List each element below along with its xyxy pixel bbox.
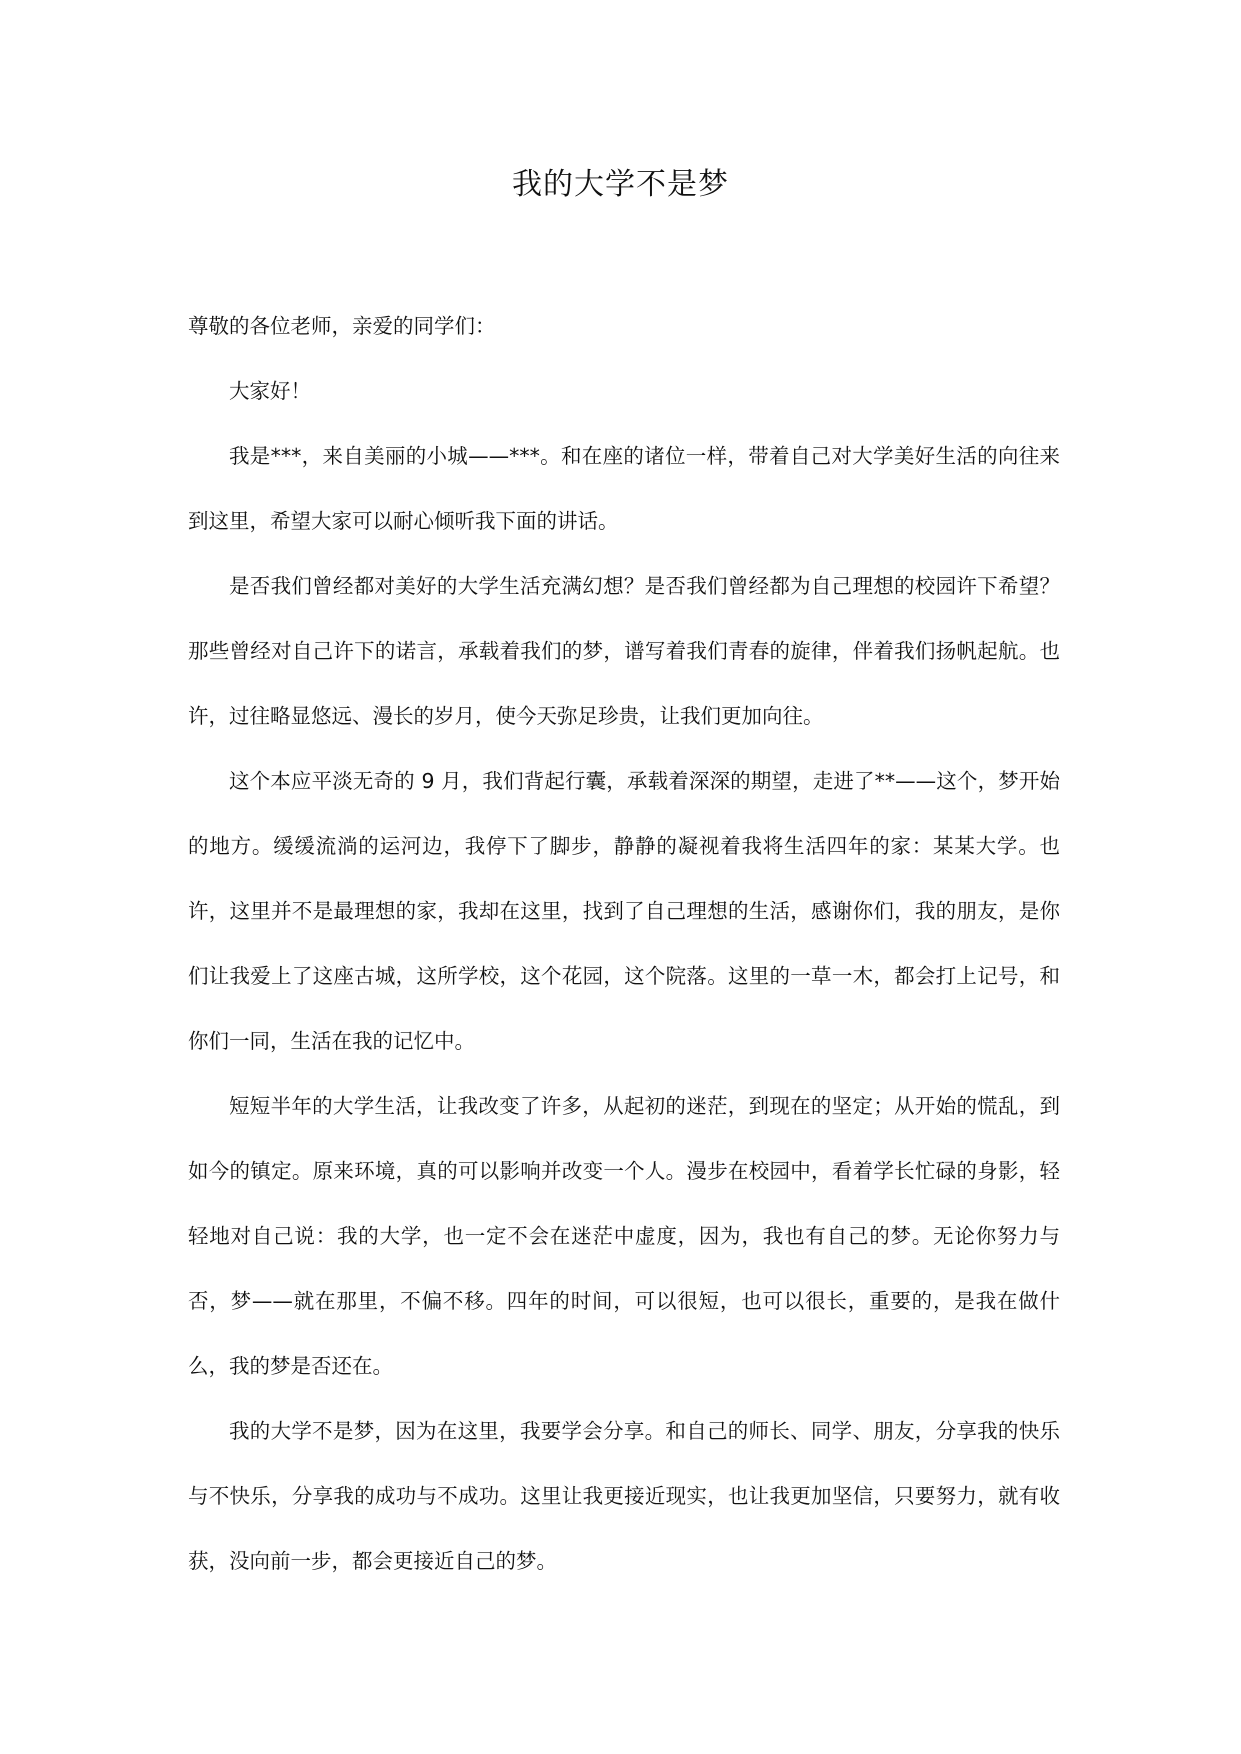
paragraph-introduction: 我是***，来自美丽的小城——***。和在座的诸位一样，带着自己对大学美好生活的向往来到这里，希望大家可以耐心倾听我下面的讲话。 [188, 444, 1060, 533]
document-body [188, 294, 1060, 1594]
paragraph-arrival: 这个本应平淡无奇的 9 月，我们背起行囊，承载着深深的期望，走进了**——这个，梦开始的地方。缓缓流淌的运河边，我停下了脚步，静静的凝视着我将生活四年的家：某某大学。也许，这里并不是最理想的家，我却在这里，找到了自己理想的生活，感谢你们，我的朋友，是你们让我爱上了这座古城，这所学校，这个花园，这个院落。这里的一草一木，都会打上记号，和你们一同，生活在我的记忆中。 [188, 769, 1060, 1053]
paragraph-sharing: 我的大学不是梦，因为在这里，我要学会分享。和自己的师长、同学、朋友，分享我的快乐与不快乐，分享我的成功与不成功。这里让我更接近现实，也让我更加坚信，只要努力，就有收获，没向前一步，都会更接近自己的梦。 [188, 1419, 1060, 1573]
paragraph-dreams: 是否我们曾经都对美好的大学生活充满幻想？是否我们曾经都为自己理想的校园许下希望？那些曾经对自己许下的诺言，承载着我们的梦，谱写着我们青春的旋律，伴着我们扬帆起航。也许，过往略显悠远、漫长的岁月，使今天弥足珍贵，让我们更加向往。 [188, 574, 1060, 728]
salutation: 尊敬的各位老师，亲爱的同学们： [188, 314, 496, 338]
paragraph-change: 短短半年的大学生活，让我改变了许多，从起初的迷茫，到现在的坚定；从开始的慌乱，到如今的镇定。原来环境，真的可以影响并改变一个人。漫步在校园中，看着学长忙碌的身影，轻轻地对自己说：我的大学，也一定不会在迷茫中虚度，因为，我也有自己的梦。无论你努力与否，梦——就在那里，不偏不移。四年的时间，可以很短，也可以很长，重要的，是我在做什么，我的梦是否还在。 [188, 1094, 1060, 1378]
paragraph-greeting: 大家好！ [229, 379, 311, 403]
document-title: 我的大学不是梦 [512, 167, 729, 202]
